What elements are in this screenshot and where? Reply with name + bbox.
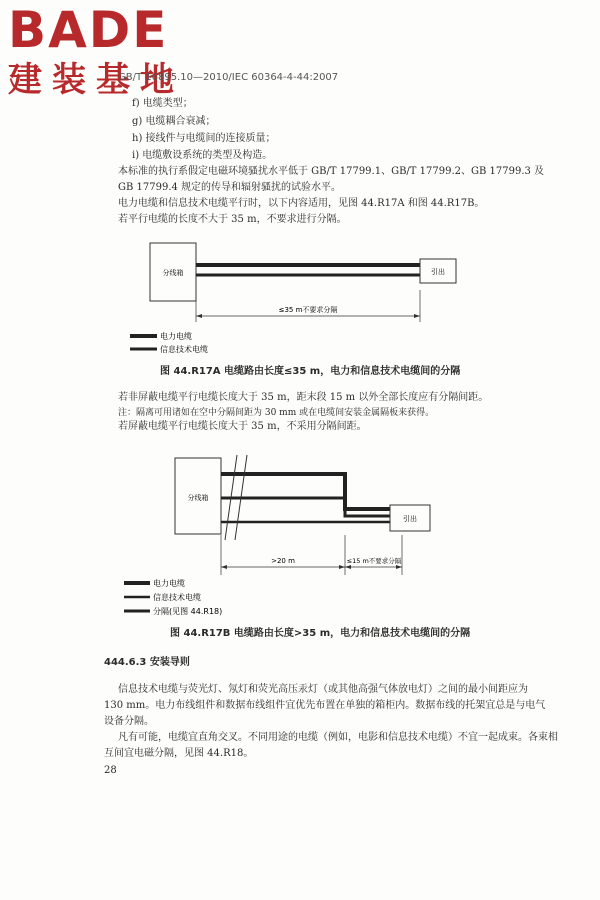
legend-label: 分隔(见图 44.R18) <box>153 607 223 616</box>
list-item: g) 电缆耦合衰减； <box>132 116 216 127</box>
outlet-box-b-label: 引出 <box>403 515 417 523</box>
list-item: i) 电缆敷设系统的类型及构造。 <box>132 150 273 161</box>
list-item: h) 接线件与电缆间的连接质量； <box>132 133 276 144</box>
distribution-box-a-label: 分线箱 <box>162 269 184 277</box>
power-cable-b <box>221 474 390 509</box>
note: 注：隔离可用诸如在空中分隔间距为 30 mm 或在电缆间安装金属隔板来获得。 <box>118 408 435 418</box>
figure-a-caption: 图 44.R17A 电缆路由长度≤35 m，电力和信息技术电缆间的分隔 <box>160 366 461 377</box>
dimension-label-a: ≤35 m不要求分隔 <box>278 306 338 314</box>
logo-subtitle: 建装基地 <box>8 60 184 100</box>
intro-line: GB 17799.4 规定的传导和辐射骚扰的试验水平。 <box>118 182 342 193</box>
section-title: 444.6.3 安装导则 <box>104 657 190 668</box>
dimension-label-b-right: ≤15 m不要求分隔 <box>346 557 402 565</box>
standard-code: GB/T 16895.10—2010/IEC 60364-4-44:2007 <box>118 72 339 83</box>
distribution-box-b-label: 分线箱 <box>187 494 209 502</box>
legend-label: 信息技术电缆 <box>153 593 201 602</box>
arrow-right-icon <box>414 314 420 318</box>
outlet-box-a-label: 引出 <box>431 268 445 276</box>
legend-label: 电力电缆 <box>153 579 185 588</box>
arrow-left-icon <box>345 565 351 569</box>
mid-line: 若屏蔽电缆平行电缆长度大于 35 m，不采用分隔间距。 <box>118 421 367 432</box>
legend-label: 电力电缆 <box>160 332 192 341</box>
intro-line: 本标准的执行系假定电磁环境骚扰水平低于 GB/T 17799.1、GB/T 17799.2、GB 17799.3 及 <box>118 166 545 177</box>
legend-label: 信息技术电缆 <box>160 345 208 354</box>
para-line: 设备分隔。 <box>104 716 154 727</box>
intro-line: 若平行电缆的长度不大于 35 m，不要求进行分隔。 <box>118 214 347 225</box>
para-line: 互间宜电磁分隔，见图 44.R18。 <box>104 748 254 759</box>
page-number: 28 <box>104 765 117 776</box>
figure-b-caption: 图 44.R17B 电缆路由长度>35 m，电力和信息技术电缆间的分隔 <box>170 628 471 639</box>
para-line: 信息技术电缆与荧光灯、氖灯和荧光高压汞灯（或其他高强气体放电灯）之间的最小间距应为 <box>118 684 528 695</box>
mid-line: 若非屏蔽电缆平行电缆长度大于 35 m，距末段 15 m 以外全部长度应有分隔间距。 <box>118 392 489 403</box>
para-line: 凡有可能，电缆宜直角交叉。不同用途的电缆（例如，电影和信息技术电缆）不宜一起成束。各束相 <box>118 732 558 743</box>
list-item: f) 电缆类型； <box>132 98 193 109</box>
arrow-right-icon <box>339 565 345 569</box>
logo-brand: BADE <box>8 1 169 59</box>
dimension-label-b-left: >20 m <box>271 557 295 565</box>
para-line: 130 mm。电力布线组件和数据布线组件宜优先布置在单独的箱柜内。数据布线的托架宜总是与电气 <box>104 700 546 711</box>
arrow-left-icon <box>196 314 202 318</box>
intro-line: 电力电缆和信息技术电缆平行时，以下内容适用，见图 44.R17A 和图 44.R17B。 <box>118 198 485 209</box>
arrow-left-icon <box>221 565 227 569</box>
arrow-right-icon <box>396 565 402 569</box>
